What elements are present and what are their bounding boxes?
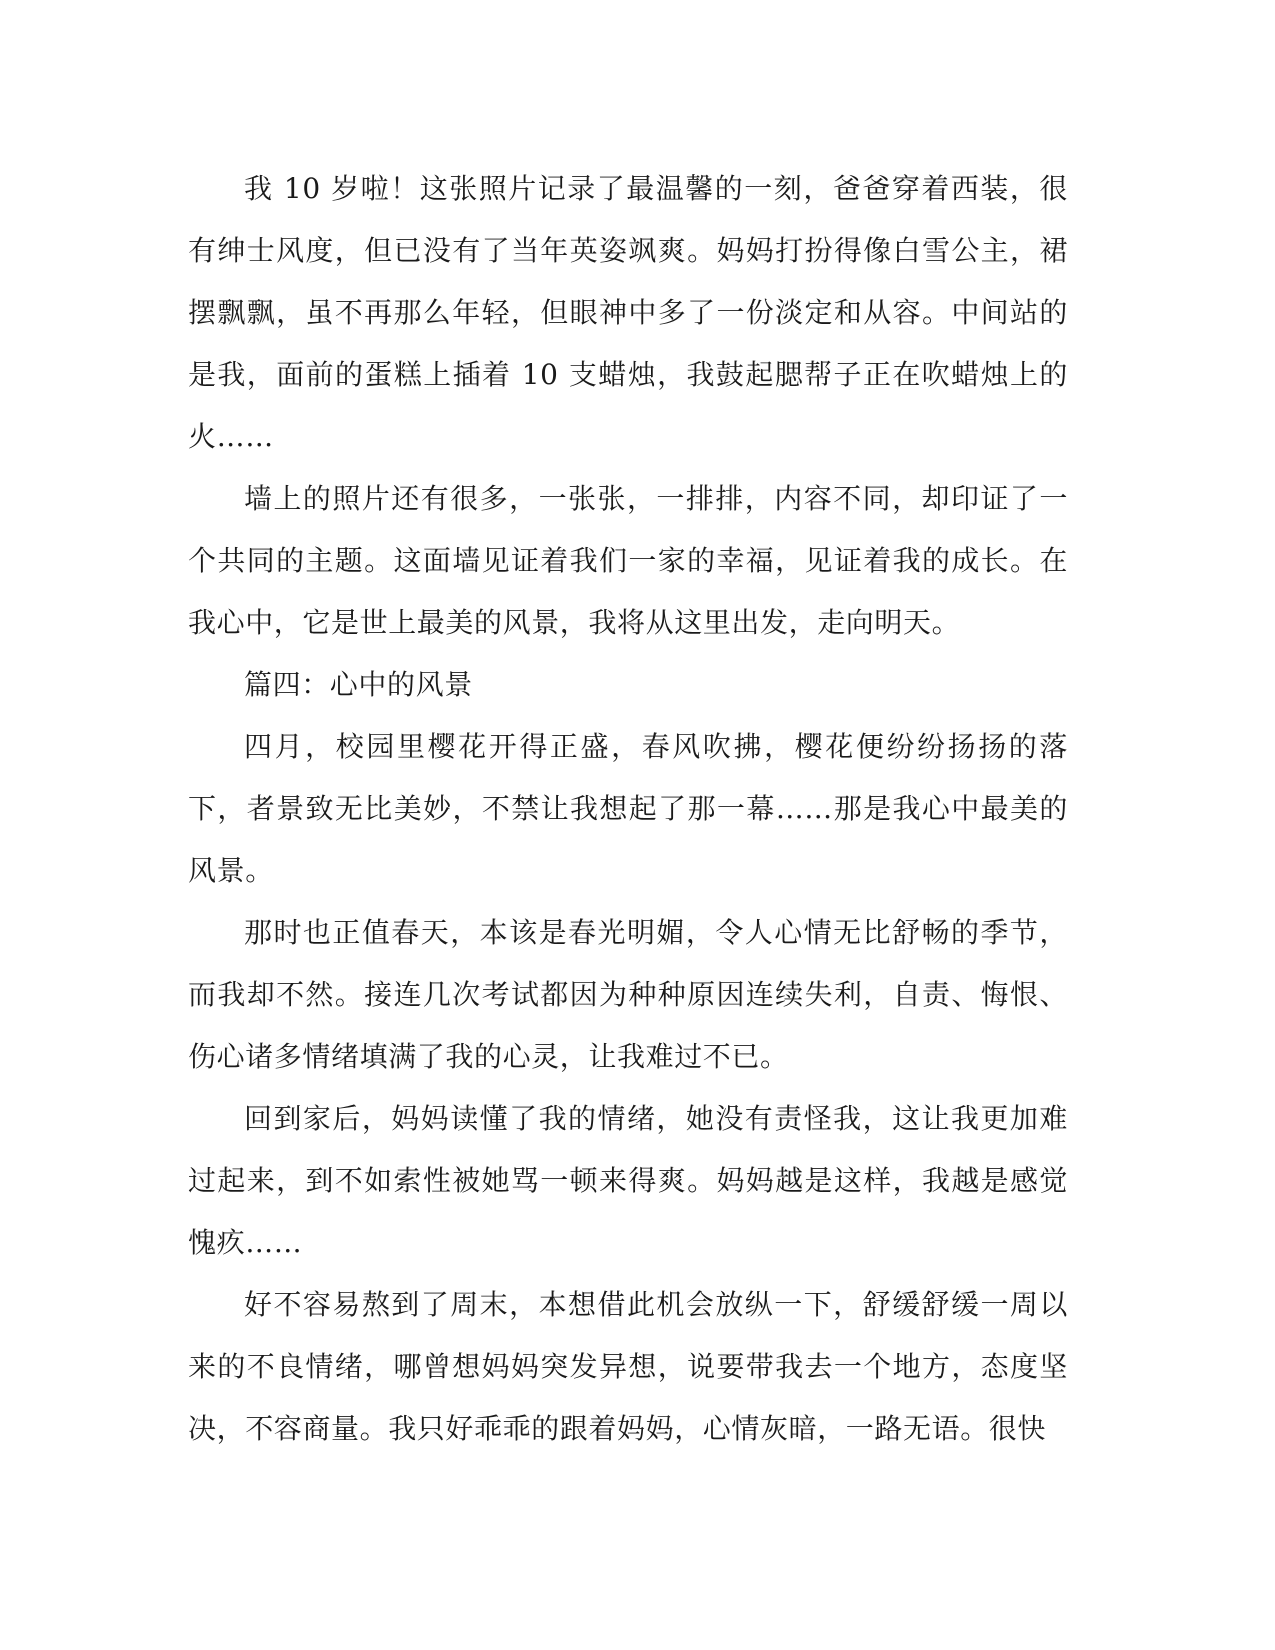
body-text [188, 158, 1068, 1460]
paragraph-birthday-photo: 我 10 岁啦！这张照片记录了最温馨的一刻，爸爸穿着西装，很有绅士风度，但已没有了当年英姿飒爽。妈妈打扮得像白雪公主，裙摆飘飘，虽不再那么年轻，但眼神中多了一份淡定和从容。中间站的是我，面前的蛋糕上插着 10 支蜡烛，我鼓起腮帮子正在吹蜡烛上的火…… [188, 172, 1068, 453]
section-heading: 篇四：心中的风景 [244, 668, 473, 701]
paragraph-april-cherry-blossoms: 四月，校园里樱花开得正盛，春风吹拂，樱花便纷纷扬扬的落下，者景致无比美妙，不禁让我想起了那一幕……那是我心中最美的风景。 [188, 730, 1068, 887]
paragraph-photo-wall: 墙上的照片还有很多，一张张，一排排，内容不同，却印证了一个共同的主题。这面墙见证着我们一家的幸福，见证着我的成长。在我心中，它是世上最美的风景，我将从这里出发，走向明天。 [188, 482, 1068, 639]
paragraph-weekend: 好不容易熬到了周末，本想借此机会放纵一下，舒缓舒缓一周以来的不良情绪，哪曾想妈妈突发异想，说要带我去一个地方，态度坚决，不容商量。我只好乖乖的跟着妈妈，心情灰暗，一路无语。很快 [188, 1288, 1068, 1445]
paragraph-spring-exams: 那时也正值春天，本该是春光明媚，令人心情无比舒畅的季节，而我却不然。接连几次考试都因为种种原因连续失利，自责、悔恨、伤心诸多情绪填满了我的心灵，让我难过不已。 [188, 916, 1068, 1073]
paragraph-back-home: 回到家后，妈妈读懂了我的情绪，她没有责怪我，这让我更加难过起来，到不如索性被她骂一顿来得爽。妈妈越是这样，我越是感觉愧疚…… [188, 1102, 1068, 1259]
